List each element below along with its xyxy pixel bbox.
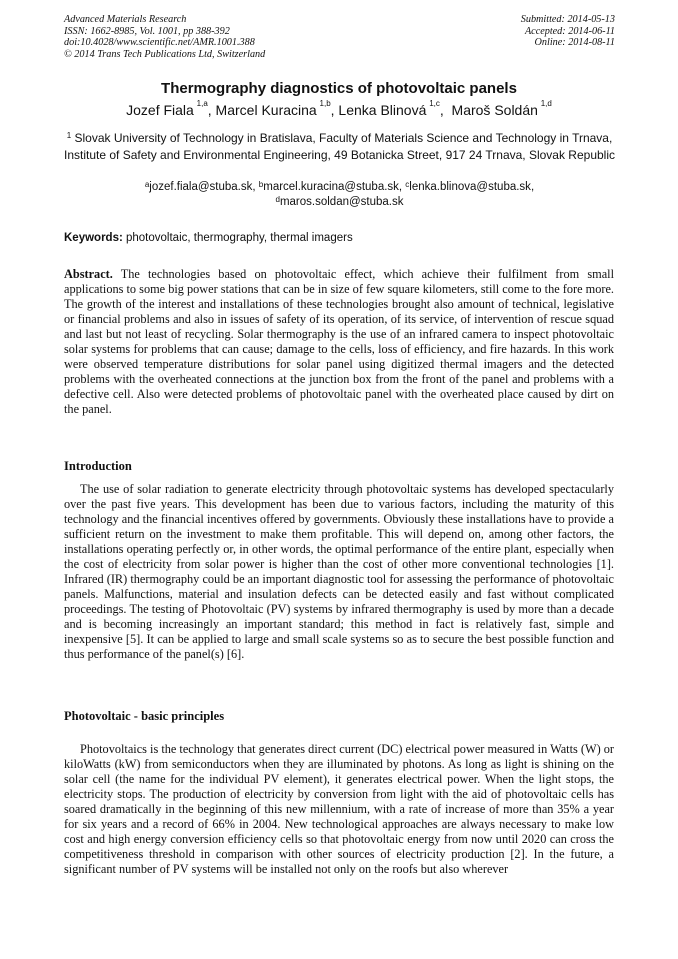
keywords — [64, 232, 353, 244]
email-address[interactable]: marcel.kuracina@stuba.sk — [263, 181, 399, 193]
issn-line: ISSN: 1662-8985, Vol. 1001, pp 388-392 — [64, 25, 230, 37]
email-address[interactable]: lenka.blinova@stuba.sk — [409, 181, 531, 193]
keywords-label: Keywords: — [64, 232, 123, 244]
author-emails: $^a$jozef.fiala@stuba.sk, $^b$marcel.kuracina@stuba.sk, $^c$lenka.blinova@stuba.sk, $^d$maros.soldan@stuba.sk — [144, 180, 535, 208]
copyright-line: © 2014 Trans Tech Publications Ltd, Switzerland — [64, 48, 266, 60]
pv-basics-paragraph: Photovoltaics is the technology that generates direct current (DC) electrical power measured in Watts (W) or kiloWatts (kW) from semiconductors when they are illuminated by photons. As long as light is shining on the solar cell (the name for the individual PV element), it generates electrical power. When the light stops, the electricity stops. The production of electricity by conversion from light with the aid of photovoltaic cells has soared dramatically in the beginning of this new millennium, with a rate of increase of more than 35% a year for six years and a record of 66% in 2004. New technological approaches are always necessary to make low cost and high energy conversion efficiency cells so that photovoltaic energy from now until 2020 can cross the competitiveness threshold in comparison with other sources of electricity production [2]. In the future, a significant number of PV systems will be installed not only on the roofs but also wherever — [64, 742, 614, 876]
abstract-label: Abstract. — [64, 267, 113, 281]
accepted-date: Accepted: 2014-06-11 — [524, 25, 615, 37]
keywords-text: photovoltaic, thermography, thermal imagers — [126, 232, 353, 244]
email-address[interactable]: maros.soldan@stuba.sk — [279, 196, 404, 208]
journal-name: Advanced Materials Research — [64, 14, 187, 25]
doi-line: doi:10.4028/www.scientific.net/AMR.1001.388 — [64, 37, 255, 48]
submitted-date: Submitted: 2014-05-13 — [520, 14, 615, 25]
email-mark: c — [405, 180, 410, 189]
author-affiliation-mark: 1,c — [429, 99, 440, 108]
author-affiliation-mark: 1,d — [540, 99, 552, 108]
abstract-text: The technologies based on photovoltaic effect, which achieve their fulfilment from small applications to some big power stations that can be in size of few square kilometers, still come to the fore more. The growth of the interest and installations of these technologies brought also amount of technical, legislative or financial problems and also in issues of safety of its operation, of its service, of intervention of rescue squad and last but not least of recycling. Solar thermography is the use of an infrared camera to inspect photovoltaic solar systems for problems that can cause; damage to the cells, loss of efficiency, and fire hazards. In this work were observed temperature distributions for solar panel using digitized thermal imagers and the detected problems with the overheated connections at the junction box from the front of the panel and problems with a defective cell. Also were detected problems of photovoltaic panel with the overheated place caused by dirt on the panel. — [64, 267, 614, 416]
journal-header — [64, 14, 265, 60]
submission-dates — [521, 14, 615, 49]
email-address[interactable]: jozef.fiala@stuba.sk — [149, 181, 253, 193]
author-name: Jozef Fiala — [126, 102, 194, 118]
online-date: Online: 2014-08-11 — [534, 37, 615, 48]
abstract — [64, 267, 614, 417]
author-name: Maroš Soldán — [451, 102, 538, 118]
author-list: Jozef Fiala $^{1,a}$, Marcel Kuracina $^{1,b}$, Lenka Blinová $^{1,c}$, Maroš Soldán $^{1,d}$ — [126, 99, 552, 118]
affiliation-mark: 1 — [66, 131, 72, 140]
paper-title: Thermography diagnostics of photovoltaic panels — [161, 80, 517, 97]
section-heading-pv-basics: Photovoltaic - basic principles — [64, 709, 225, 723]
section-heading-introduction: Introduction — [64, 459, 132, 473]
affiliation — [64, 130, 615, 163]
author-affiliation-mark: 1,a — [196, 99, 208, 108]
author-name: Marcel Kuracina — [215, 102, 317, 118]
introduction-paragraph: The use of solar radiation to generate electricity through photovoltaic systems has developed spectacularly over the past five years. This development has been due to various factors, including the maturity of this technology and the financial incentives offered by governments. Obviously these installations have to provide a sufficient return on the investment to make them profitable. This will depend on, among other factors, the installations operating perfectly or, in other words, the optimal performance of the entire plant, especially when the cost of electricity from solar power is higher than the cost of other more conventional technologies [1]. Infrared (IR) thermography could be an important diagnostic tool for assessing the performance of photovoltaic panels. Malfunctions, material and insulation defects can be detected easily and fast without complicated proceedings. The testing of Photovoltaic (PV) systems by infrared thermography is used by more than a decade and is becoming increasingly an important standard; this method in fact is relatively fast, simple and inexpensive [5]. It can be applied to large and small scale systems so as to secure the best possible function and thus performance of the panel(s) [6]. — [64, 482, 614, 661]
author-name: Lenka Blinová — [338, 102, 427, 118]
affiliation-text: Slovak University of Technology in Bratislava, Faculty of Materials Science and Technology in Trnava, Institute of Safety and Environmental Engineering, 49 Botanicka Street, 917 24 Trnava, Slovak Republic — [64, 131, 615, 162]
email-mark: d — [275, 195, 280, 204]
email-mark: b — [258, 180, 264, 189]
author-affiliation-mark: 1,b — [319, 99, 331, 108]
email-mark: a — [144, 180, 150, 189]
